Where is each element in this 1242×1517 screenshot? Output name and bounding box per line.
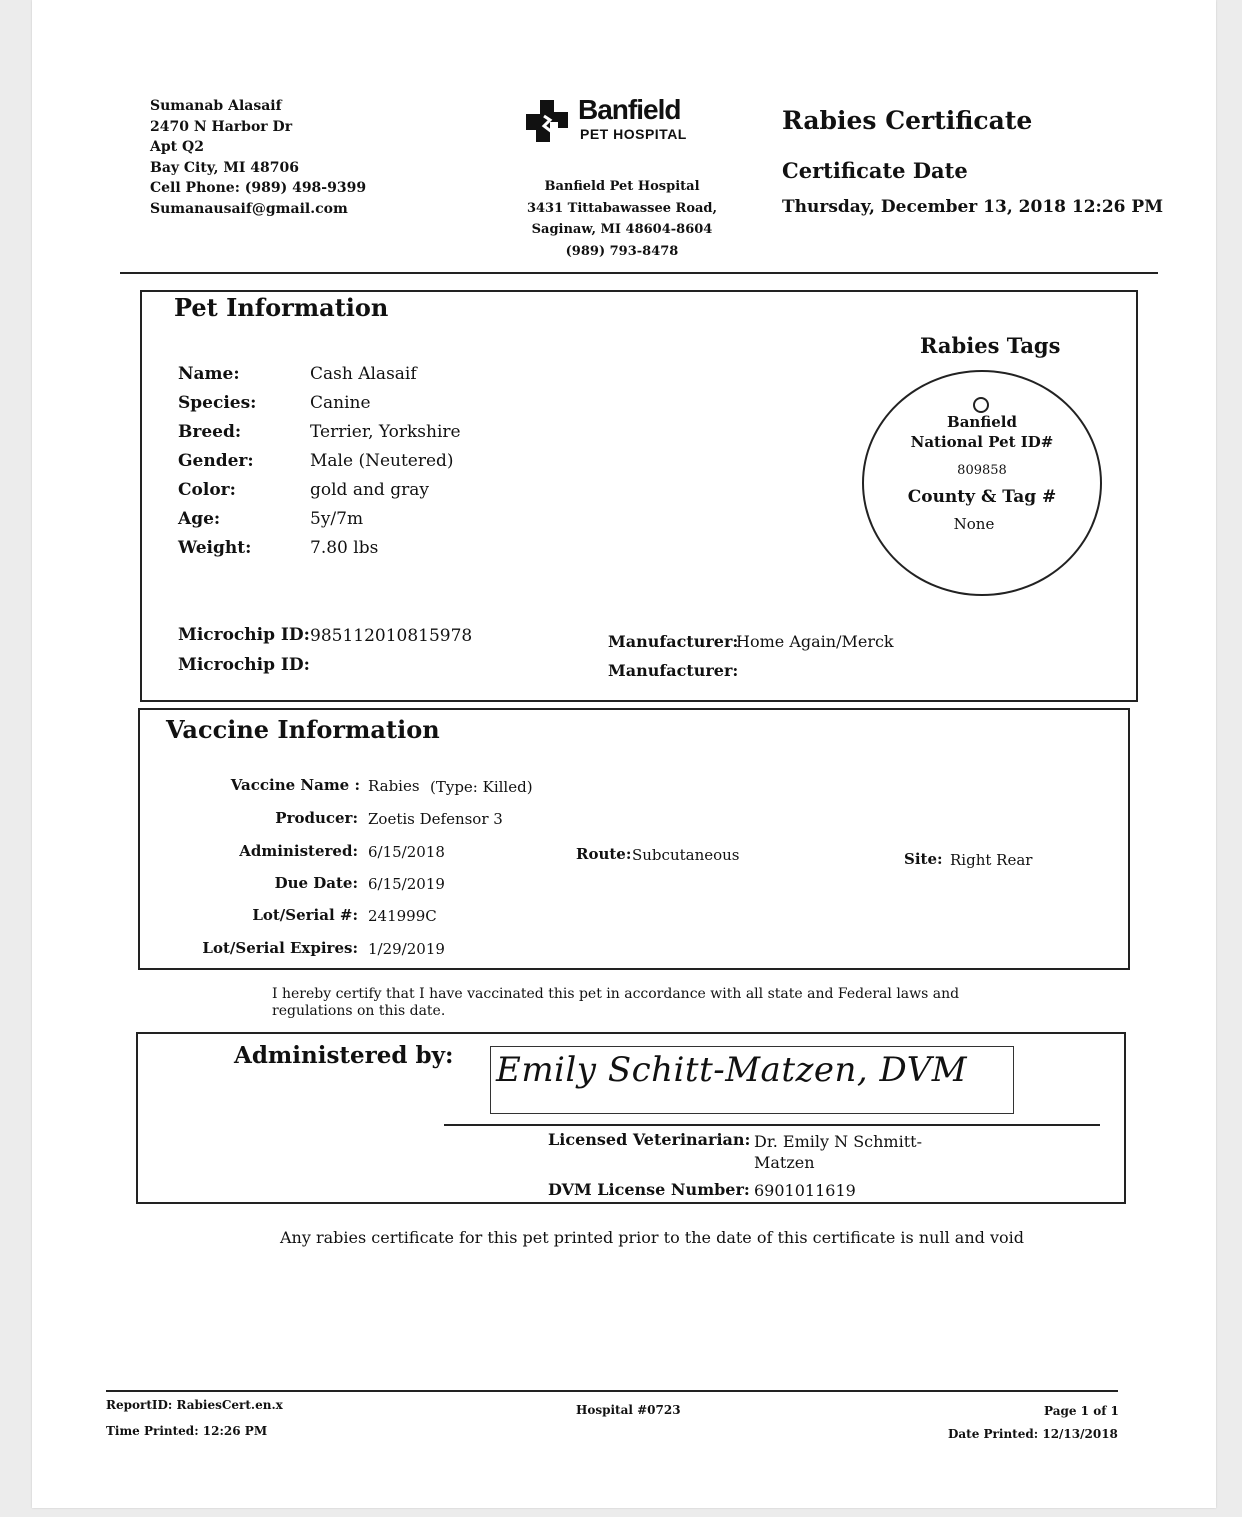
pet-value-gender: Male (Neutered) — [310, 451, 454, 471]
hospital-block — [512, 176, 732, 262]
hospital-city: Saginaw, MI 48604-8604 — [531, 222, 713, 237]
lot-label: Lot/Serial #: — [252, 906, 358, 924]
tag-national-label: National Pet ID# — [910, 433, 1054, 451]
route-value: Subcutaneous — [632, 846, 740, 864]
pet-value-color: gold and gray — [310, 480, 429, 500]
lot-expires-label: Lot/Serial Expires: — [202, 939, 358, 957]
owner-email: Sumanausaif@gmail.com — [150, 200, 348, 217]
route-label: Route: — [576, 845, 632, 863]
owner-name: Sumanab Alasaif — [150, 98, 282, 114]
pet-label-species: Species: — [178, 393, 257, 413]
pet-value-breed: Terrier, Yorkshire — [310, 422, 461, 442]
hospital-phone: (989) 793-8478 — [565, 243, 679, 259]
pet-label-age: Age: — [178, 509, 221, 529]
producer-label: Producer: — [275, 809, 358, 827]
owner-block — [150, 96, 366, 219]
pet-label-gender: Gender: — [178, 451, 254, 471]
manufacturer2-label: Manufacturer: — [608, 661, 739, 680]
signature-line — [444, 1124, 1100, 1126]
pet-section-title: Pet Information — [174, 293, 389, 322]
administered-by-label: Administered by: — [234, 1042, 454, 1069]
vaccine-information-box — [138, 708, 1130, 970]
owner-phone: Cell Phone: (989) 498-9399 — [150, 180, 367, 196]
administered-label: Administered: — [239, 842, 358, 860]
pet-label-weight: Weight: — [178, 538, 252, 558]
footer-time-printed: Time Printed: 12:26 PM — [106, 1424, 268, 1438]
footer-report-id: ReportID: RabiesCert.en.x — [106, 1398, 283, 1412]
manufacturer1-value: Home Again/Merck — [736, 632, 894, 651]
site-label: Site: — [904, 850, 943, 868]
tag-county-label: County & Tag # — [907, 487, 1057, 507]
vaccine-section-title: Vaccine Information — [166, 715, 440, 744]
signature: Emily Schitt-Matzen, DVM — [496, 1050, 968, 1090]
pet-label-name: Name: — [178, 364, 240, 384]
site-value: Right Rear — [950, 851, 1033, 869]
pet-value-name: Cash Alasaif — [310, 364, 417, 384]
tag-county-value: None — [953, 515, 995, 533]
due-date-value: 6/15/2019 — [368, 875, 445, 893]
microchip2-label: Microchip ID: — [178, 655, 310, 675]
banfield-logo — [526, 94, 706, 146]
owner-address2: Apt Q2 — [150, 139, 204, 155]
due-date-label: Due Date: — [274, 874, 358, 892]
administered-value: 6/15/2018 — [368, 843, 445, 861]
logo-sub: PET HOSPITAL — [580, 126, 687, 142]
pet-value-age: 5y/7m — [310, 509, 364, 529]
vaccine-name-label: Vaccine Name : — [230, 776, 360, 794]
vet-name-line2: Matzen — [754, 1153, 815, 1172]
pet-value-species: Canine — [310, 393, 371, 413]
void-notice: Any rabies certificate for this pet printed prior to the date of this certificate is null and void — [280, 1228, 1024, 1247]
certificate-title: Rabies Certificate — [782, 106, 1033, 135]
lot-value: 241999C — [368, 907, 437, 925]
license-label: DVM License Number: — [548, 1180, 750, 1199]
rabies-tags-title: Rabies Tags — [920, 333, 1061, 358]
logo-brand: Banfield — [578, 94, 681, 125]
microchip1-label: Microchip ID: — [178, 625, 310, 645]
owner-city: Bay City, MI 48706 — [150, 159, 300, 176]
certificate-date-label: Certificate Date — [782, 158, 968, 183]
footer-divider — [106, 1390, 1118, 1392]
tag-national-value: 809858 — [957, 463, 1007, 478]
certify-statement: I hereby certify that I have vaccinated this pet in accordance with all state and Federal laws and regulations on this date. — [272, 986, 960, 1019]
vet-name-line1: Dr. Emily N Schmitt- — [754, 1132, 922, 1151]
vet-label: Licensed Veterinarian: — [548, 1130, 751, 1149]
footer-page: Page 1 of 1 — [1044, 1404, 1119, 1418]
certificate-page — [32, 0, 1216, 1508]
lot-expires-value: 1/29/2019 — [368, 940, 445, 958]
footer-date-printed: Date Printed: 12/13/2018 — [948, 1427, 1118, 1441]
vaccine-name-value: Rabies — [368, 777, 420, 795]
hospital-street: 3431 Tittabawassee Road, — [526, 200, 718, 216]
producer-value: Zoetis Defensor 3 — [368, 810, 503, 828]
footer-hospital-number: Hospital #0723 — [576, 1403, 681, 1417]
vaccine-type-value: (Type: Killed) — [430, 778, 533, 796]
hospital-name: Banfield Pet Hospital — [544, 179, 700, 194]
certificate-date: Thursday, December 13, 2018 12:26 PM — [782, 197, 1164, 217]
header-divider — [120, 272, 1158, 274]
banfield-cross-icon — [526, 100, 570, 142]
manufacturer1-label: Manufacturer: — [608, 632, 739, 651]
pet-label-breed: Breed: — [178, 422, 242, 442]
pet-value-weight: 7.80 lbs — [310, 538, 379, 558]
owner-address1: 2470 N Harbor Dr — [150, 118, 293, 135]
tag-hole-icon — [973, 397, 989, 413]
pet-label-color: Color: — [178, 480, 236, 500]
microchip1-value: 985112010815978 — [310, 626, 473, 646]
tag-brand: Banfield — [947, 413, 1017, 431]
license-value: 6901011619 — [754, 1181, 856, 1200]
